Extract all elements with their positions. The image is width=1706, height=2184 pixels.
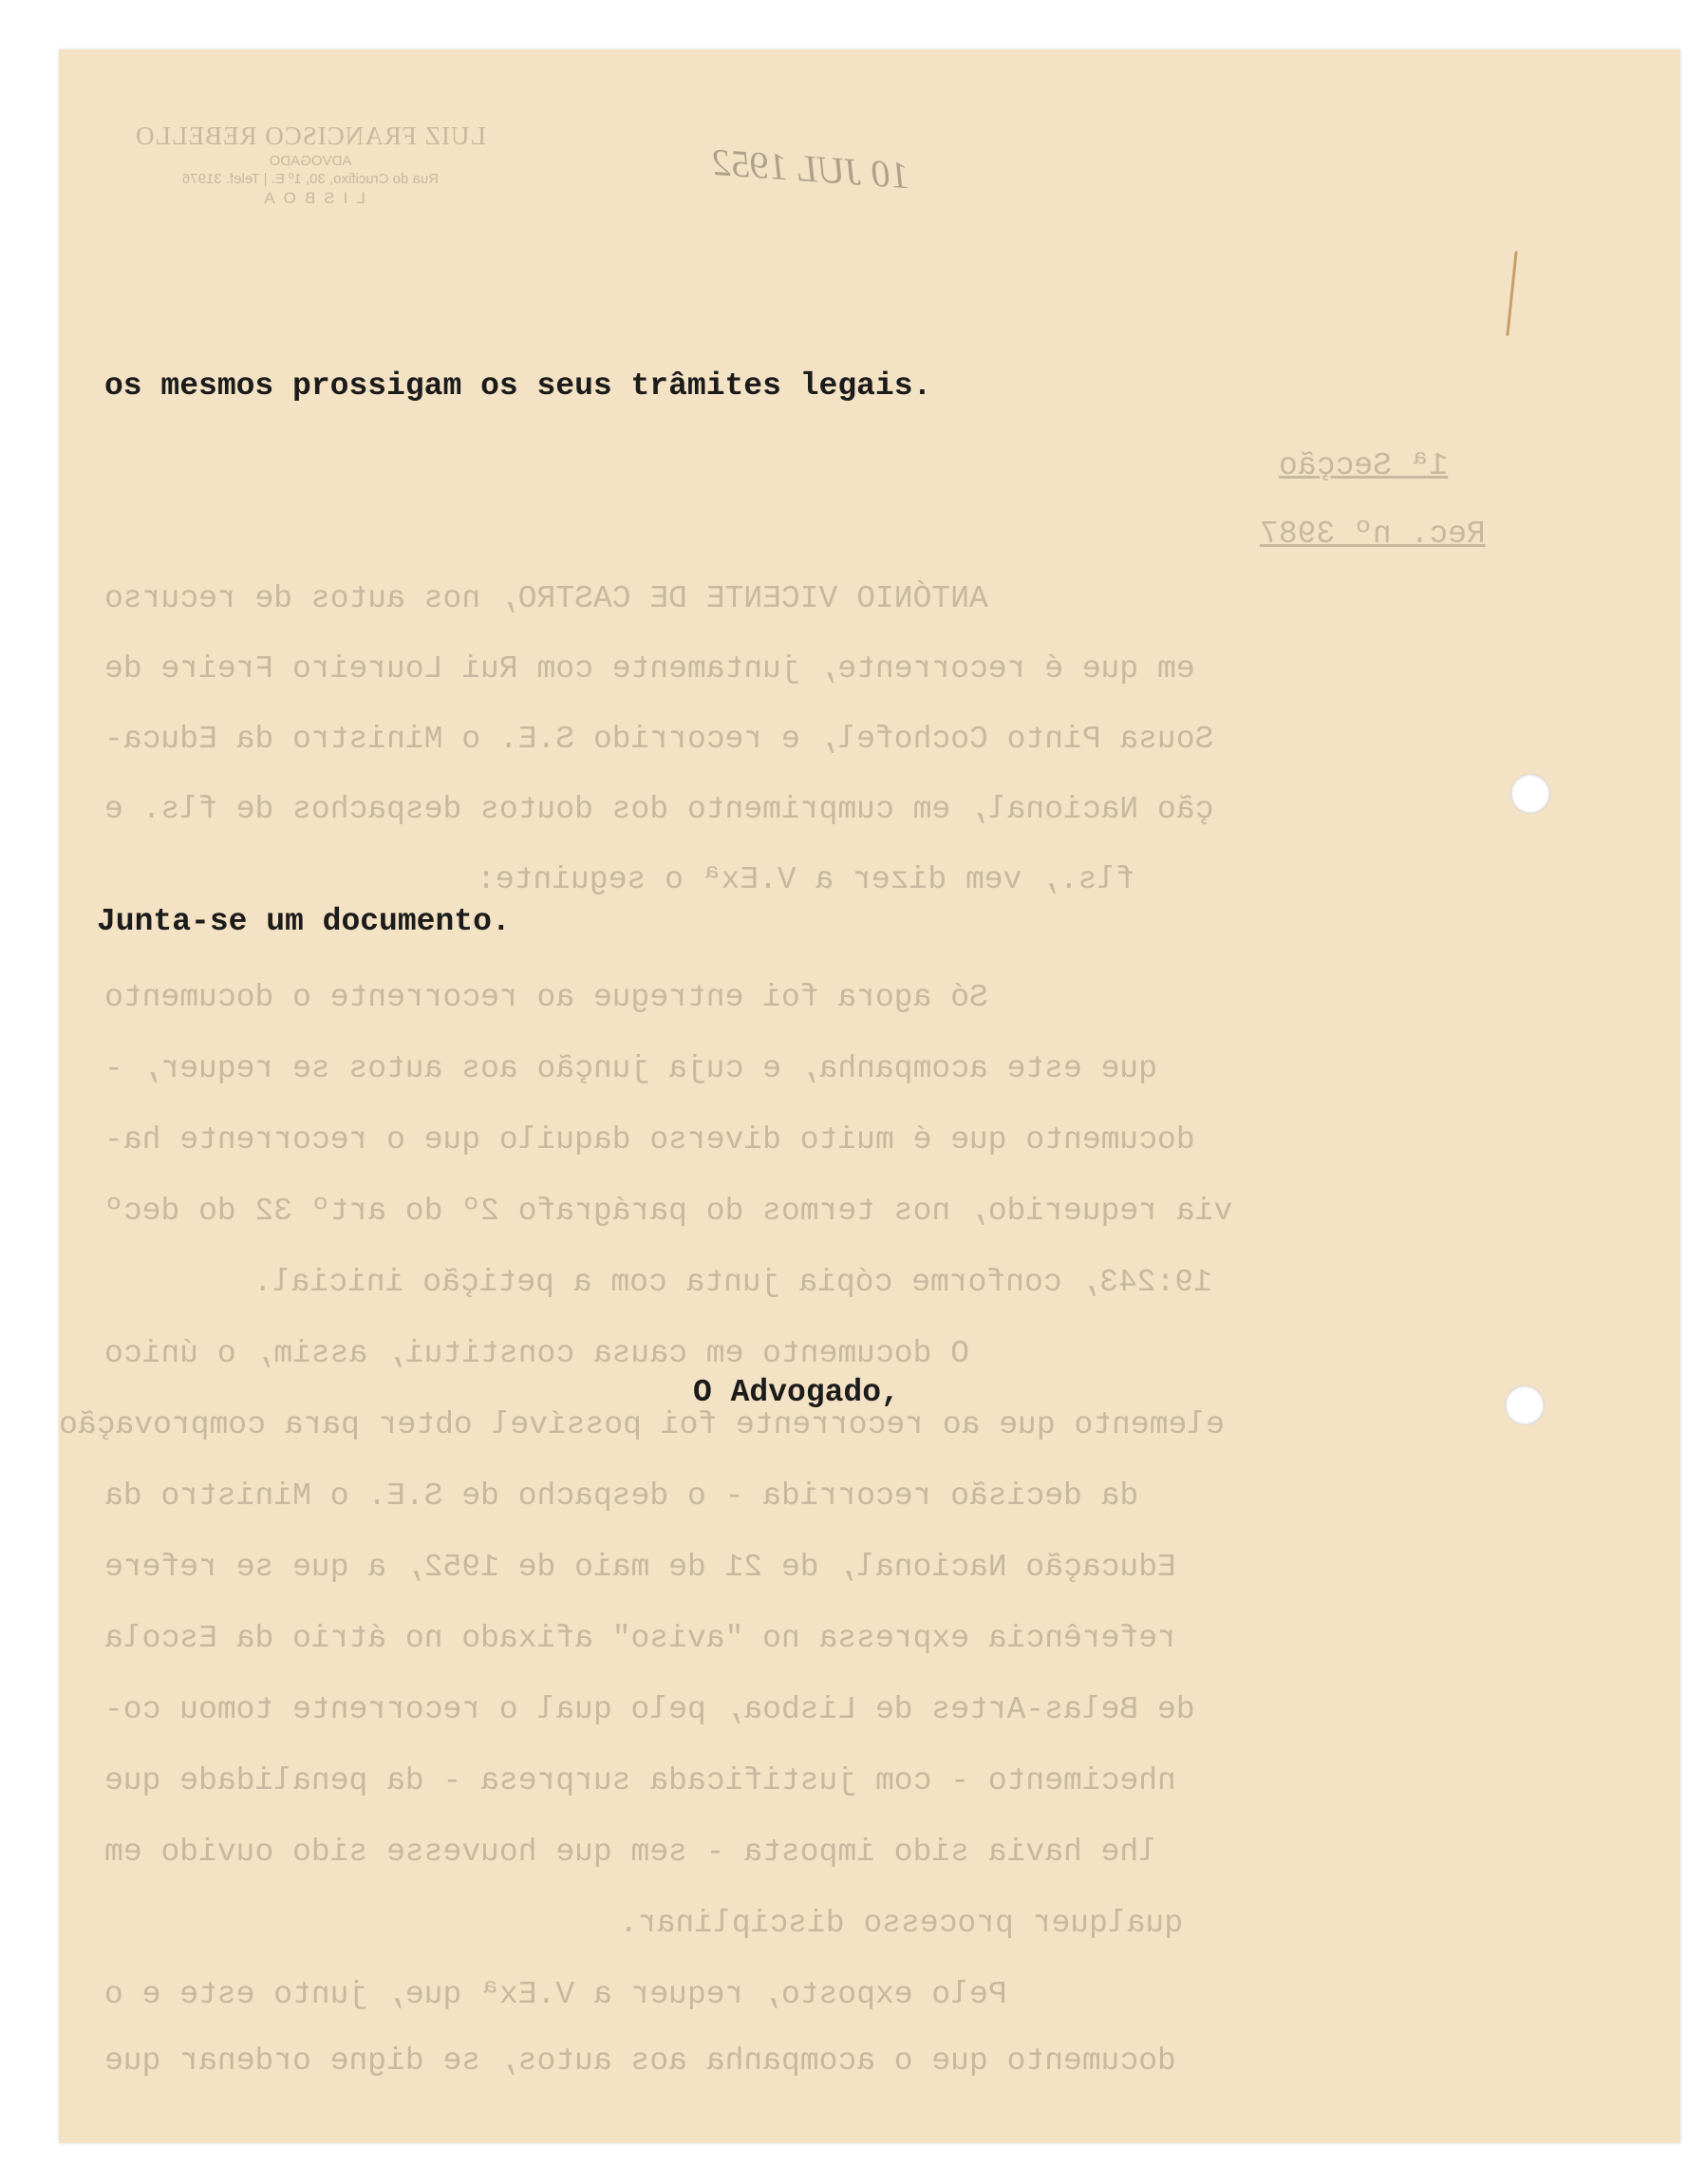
show-through-line: referência expressa no "aviso" afixado no átrio da Escola	[104, 1621, 1176, 1656]
show-through-line: elemento que ao recorrente foi possível obter para comprovação	[59, 1407, 1225, 1442]
show-through-record: Rec. nº 3987	[1260, 517, 1486, 552]
show-through-line: qualquer processo disciplinar.	[619, 1906, 1184, 1941]
signature-line: O Advogado,	[693, 1375, 900, 1410]
show-through-line: Educação Nacional, de 21 de maio de 1952, a que se refere	[104, 1550, 1176, 1585]
show-through-line: documento que é muito diverso daquilo que o recorrente ha-	[104, 1122, 1195, 1158]
show-through-line: ANTÓNIO VICENTE DE CASTRO, nos autos de recurso	[104, 581, 988, 616]
show-through-line: O documento em causa constitui, assim, o único	[104, 1336, 969, 1371]
show-through-line: que este acompanha, e cuja junção aos autos se requer, -	[104, 1051, 1157, 1086]
letterhead-title: ADVOGADO	[269, 152, 352, 169]
letterhead-name: LUIZ FRANCISCO REBELLO	[135, 122, 487, 150]
show-through-line: Pelo exposto, requer a V.Exª que, junto este e o	[104, 1977, 1007, 2012]
paper-stain	[1506, 251, 1517, 336]
show-through-line: em que é recorrente, juntamente com Rui Loureiro Freire de	[104, 651, 1195, 687]
document-page	[59, 49, 1680, 2143]
letterhead-city: LISBOA	[255, 189, 366, 208]
show-through-line: da decisão recorrida - o despacho de S.E. o Ministro da	[104, 1478, 1139, 1514]
show-through-line: nhecimento - com justificada surpresa - da penalidade que	[104, 1763, 1176, 1798]
show-through-line: documento que o acompanha aos autos, se digne ordenar que	[104, 2043, 1176, 2079]
show-through-line: 19:243, conforme cópia junta com a petição inicial.	[253, 1265, 1212, 1300]
show-through-line: lhe havia sido imposta - sem que houvesse sido ouvido em	[104, 1835, 1157, 1870]
show-through-line: de Belas-Artes de Lisboa, pelo qual o recorrente tomou co-	[104, 1692, 1195, 1727]
date-stamp: 10 JUL 1952	[710, 140, 911, 198]
show-through-line: via requerido, nos termos do parágrafo 2º do artº 32 do decº	[104, 1194, 1233, 1229]
show-through-section: 1ª Secção	[1279, 448, 1449, 483]
punch-hole	[1505, 1385, 1545, 1425]
show-through-line: Sousa Pinto Cochofel, e recorrido S.E. o Ministro da Educa-	[104, 722, 1214, 757]
show-through-line: ção Nacional, em cumprimento dos doutos despachos de fls. e	[104, 792, 1214, 827]
show-through-line: fls., vem dizer a V.Exª o seguinte:	[477, 862, 1135, 897]
letterhead-address: Rua do Crucifixo, 30, 1º E. | Telef. 31976	[181, 170, 440, 187]
punch-hole	[1510, 774, 1550, 814]
body-text-line: os mesmos prossigam os seus trâmites legais.	[104, 368, 932, 404]
letterhead-show-through	[97, 121, 524, 209]
body-text-line: Junta-se um documento.	[97, 904, 511, 939]
show-through-line: Só agora foi entregue ao recorrente o documento	[104, 980, 988, 1015]
